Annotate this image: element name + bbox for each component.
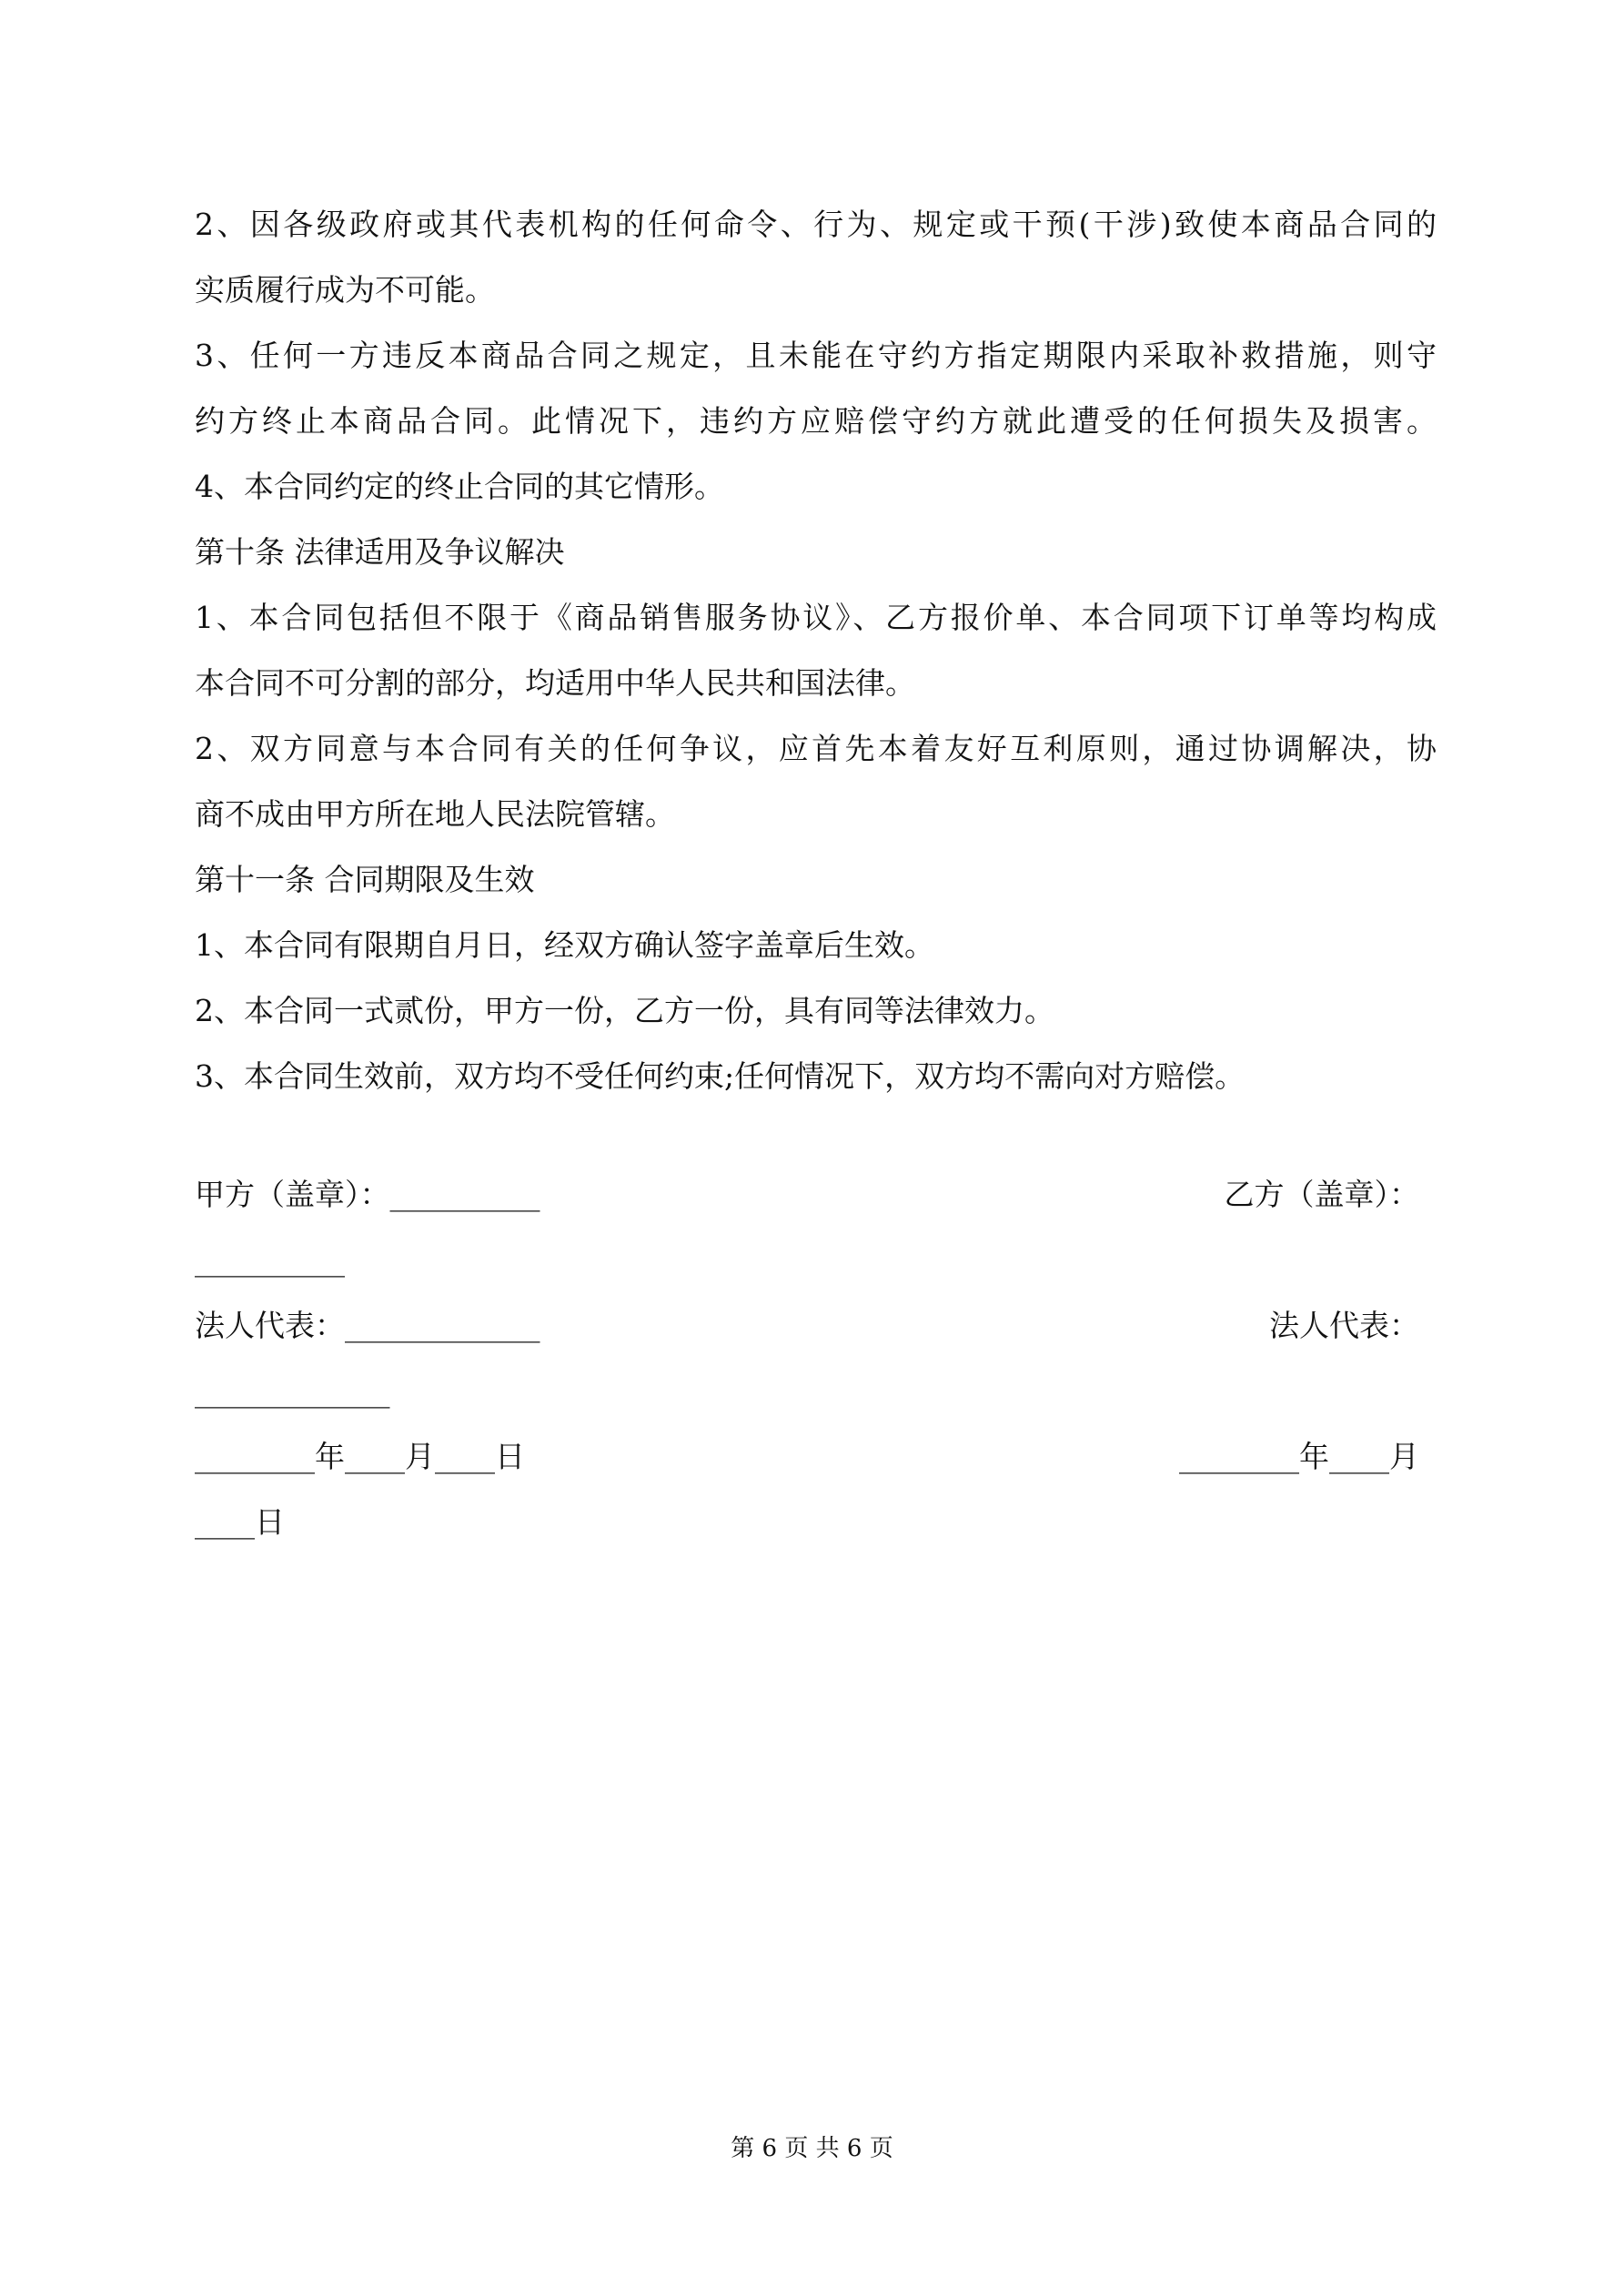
page-number-footer: 第 6 页 共 6 页 xyxy=(731,2135,893,2162)
party-a-seal-line: 甲方（盖章）：__________ xyxy=(195,1177,540,1212)
clause-9-item-3-line-2: 约方终止本商品合同。此情况下，违约方应赔偿守约方就此遭受的任何损失及损害。 xyxy=(195,403,1437,439)
clause-11-item-2: 2、本合同一式贰份，甲方一份，乙方一份，具有同等法律效力。 xyxy=(195,993,1054,1028)
party-a-date-line: ________年____月____日 xyxy=(195,1439,525,1474)
clause-10-item-1-line-1: 1、本合同包括但不限于《商品销售服务协议》、乙方报价单、本合同项下订单等均构成 xyxy=(195,600,1437,635)
clause-9-item-3-line-1: 3、任何一方违反本商品合同之规定，且未能在守约方指定期限内采取补救措施，则守 xyxy=(195,338,1437,373)
clause-11-heading: 第十一条 合同期限及生效 xyxy=(195,862,535,897)
clause-10-heading: 第十条 法律适用及争议解决 xyxy=(195,534,565,570)
clause-10-item-2-line-2: 商不成由甲方所在地人民法院管辖。 xyxy=(195,796,675,832)
party-b-representative-blank: _____________ xyxy=(195,1373,390,1409)
clause-10-item-2-line-1: 2、双方同意与本合同有关的任何争议，应首先本着友好互利原则，通过协调解决，协 xyxy=(195,731,1437,766)
party-b-representative-label: 法人代表： xyxy=(1269,1308,1419,1343)
party-b-seal-label: 乙方（盖章）： xyxy=(1224,1177,1419,1212)
party-b-seal-blank: __________ xyxy=(195,1242,345,1278)
party-b-date-line: ________年____月 xyxy=(1179,1439,1419,1474)
clause-11-item-3: 3、本合同生效前，双方均不受任何约束;任何情况下，双方均不需向对方赔偿。 xyxy=(195,1058,1246,1094)
clause-9-item-2-line-2: 实质履行成为不可能。 xyxy=(195,272,495,308)
party-b-date-continuation: ____日 xyxy=(195,1504,285,1540)
clause-9-item-4: 4、本合同约定的终止合同的其它情形。 xyxy=(195,469,724,504)
party-a-representative-line: 法人代表：_____________ xyxy=(195,1308,540,1343)
clause-11-item-1: 1、本合同有限期自月日，经双方确认签字盖章后生效。 xyxy=(195,927,934,963)
clause-9-item-2-line-1: 2、因各级政府或其代表机构的任何命令、行为、规定或干预(干涉)致使本商品合同的 xyxy=(195,207,1437,242)
clause-10-item-1-line-2: 本合同不可分割的部分，均适用中华人民共和国法律。 xyxy=(195,665,915,701)
